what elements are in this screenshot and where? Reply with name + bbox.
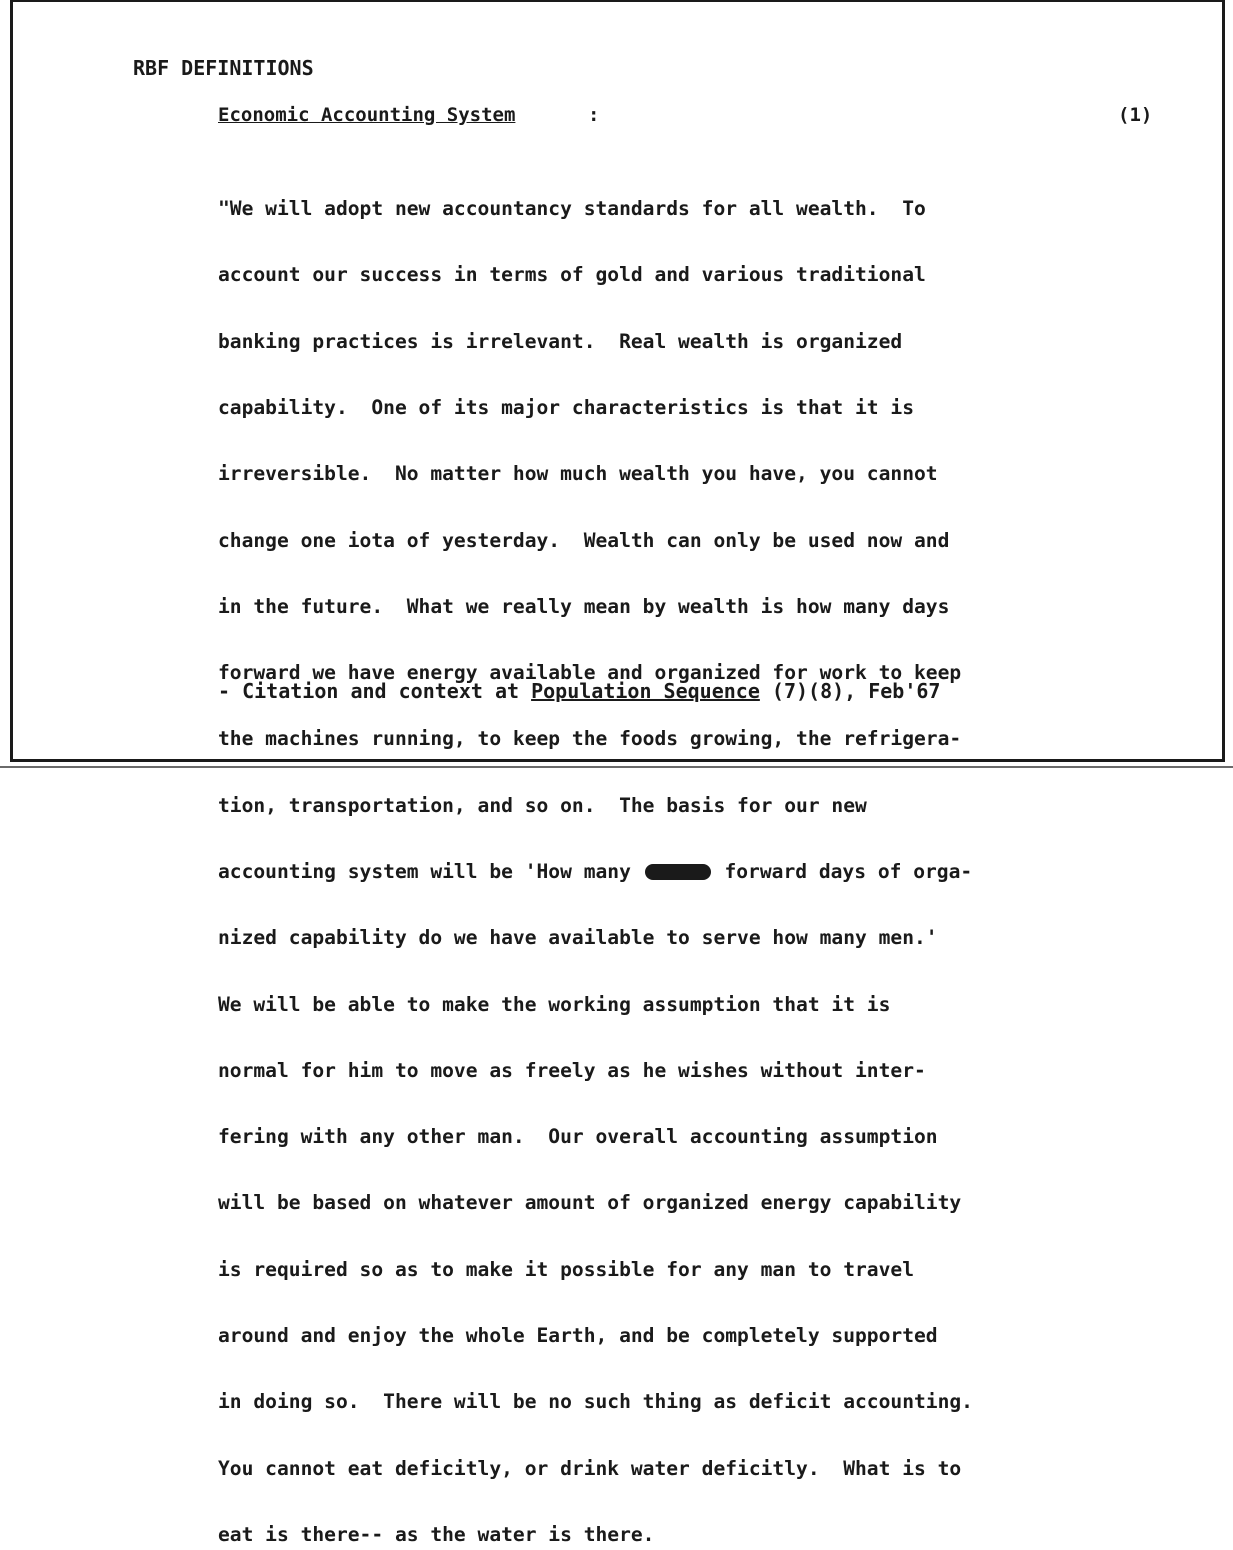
quote-line: is required so as to make it possible for any man to travel: [218, 1257, 914, 1281]
definition-quote: [218, 154, 973, 1550]
citation-link[interactable]: Population Sequence: [531, 679, 760, 703]
quote-line: You cannot eat deficitly, or drink water deficitly. What is to: [218, 1456, 962, 1480]
quote-line: capability. One of its major characteristics is that it is: [218, 396, 914, 420]
entry-title: Economic Accounting System: [218, 104, 516, 126]
page-heading: RBF DEFINITIONS: [133, 56, 314, 80]
entry-title-colon: :: [588, 104, 600, 126]
quote-line: will be based on whatever amount of organized energy capability: [218, 1191, 962, 1215]
quote-line: fering with any other man. Our overall accounting assumption: [218, 1125, 938, 1149]
citation-prefix: - Citation and context at: [218, 679, 532, 703]
quote-text: accounting system will be 'How many: [218, 860, 643, 883]
quote-line: around and enjoy the whole Earth, and be completely supported: [218, 1323, 938, 1347]
quote-line: change one iota of yesterday. Wealth can only be used now and: [218, 528, 950, 552]
entry-number: (1): [1118, 104, 1153, 126]
citation-suffix: (7)(8), Feb'67: [759, 679, 941, 703]
citation: [218, 679, 940, 703]
quote-line: tion, transportation, and so on. The basis for our new: [218, 793, 867, 817]
quote-line: "We will adopt new accountancy standards for all wealth. To: [218, 197, 926, 221]
quote-line: banking practices is irrelevant. Real wealth is organized: [218, 329, 903, 353]
quote-line: in the future. What we really mean by wealth is how many days: [218, 594, 950, 618]
quote-line: in doing so. There will be no such thing as deficit accounting.: [218, 1390, 973, 1414]
redaction-mark: [645, 864, 711, 880]
quote-line: the machines running, to keep the foods growing, the refrigera-: [218, 727, 962, 751]
quote-line: nized capability do we have available to serve how many men.': [218, 926, 938, 950]
quote-line: We will be able to make the working assumption that it is: [218, 992, 891, 1016]
quote-line: forward we have energy available and organized for work to keep: [218, 661, 962, 685]
quote-line: account our success in terms of gold and various traditional: [218, 263, 926, 287]
quote-line: irreversible. No matter how much wealth you have, you cannot: [218, 462, 938, 486]
quote-line: normal for him to move as freely as he wishes without inter-: [218, 1058, 926, 1082]
quote-line-redacted: [218, 861, 973, 883]
quote-text: forward days of orga-: [712, 860, 973, 883]
quote-line: eat is there-- as the water is there.: [218, 1522, 655, 1546]
